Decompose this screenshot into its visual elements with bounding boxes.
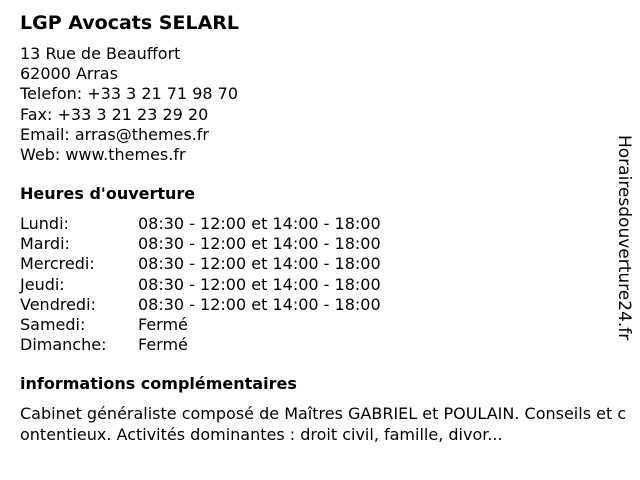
web-line: Web: www.themes.fr: [20, 145, 186, 165]
business-name: LGP Avocats SELARL: [20, 12, 240, 34]
address-block: [20, 44, 238, 165]
time-value: Fermé: [138, 314, 188, 334]
day-label: Samedi:: [20, 314, 86, 334]
day-label: Jeudi:: [20, 274, 65, 294]
city-line: 62000 Arras: [20, 64, 118, 84]
fax-line: Fax: +33 3 21 23 29 20: [20, 104, 209, 124]
info-description: Cabinet généraliste composé de Maîtres GABRIEL et POULAIN. Conseils et contentieux. Activités dominantes : droit civil, famille, divor...: [20, 404, 627, 444]
time-value: Fermé: [138, 335, 188, 355]
day-label: Mercredi:: [20, 254, 95, 274]
time-value: 08:30 - 12:00 et 14:00 - 18:00: [138, 234, 381, 254]
hours-heading: Heures d'ouverture: [20, 184, 196, 203]
time-value: 08:30 - 12:00 et 14:00 - 18:00: [138, 294, 381, 314]
day-label: Mardi:: [20, 234, 70, 254]
info-heading: informations complémentaires: [20, 374, 297, 393]
watermark-text: Horairesdouverture24.fr: [614, 135, 634, 341]
time-value: 08:30 - 12:00 et 14:00 - 18:00: [138, 254, 381, 274]
phone-line: Telefon: +33 3 21 71 98 70: [20, 84, 239, 104]
email-line: Email: arras@themes.fr: [20, 124, 210, 144]
street-line: 13 Rue de Beauffort: [20, 44, 181, 63]
time-value: 08:30 - 12:00 et 14:00 - 18:00: [138, 274, 381, 294]
time-value: 08:30 - 12:00 et 14:00 - 18:00: [138, 214, 381, 233]
day-label: Lundi:: [20, 214, 69, 233]
day-label: Dimanche:: [20, 335, 107, 355]
day-label: Vendredi:: [20, 294, 96, 314]
